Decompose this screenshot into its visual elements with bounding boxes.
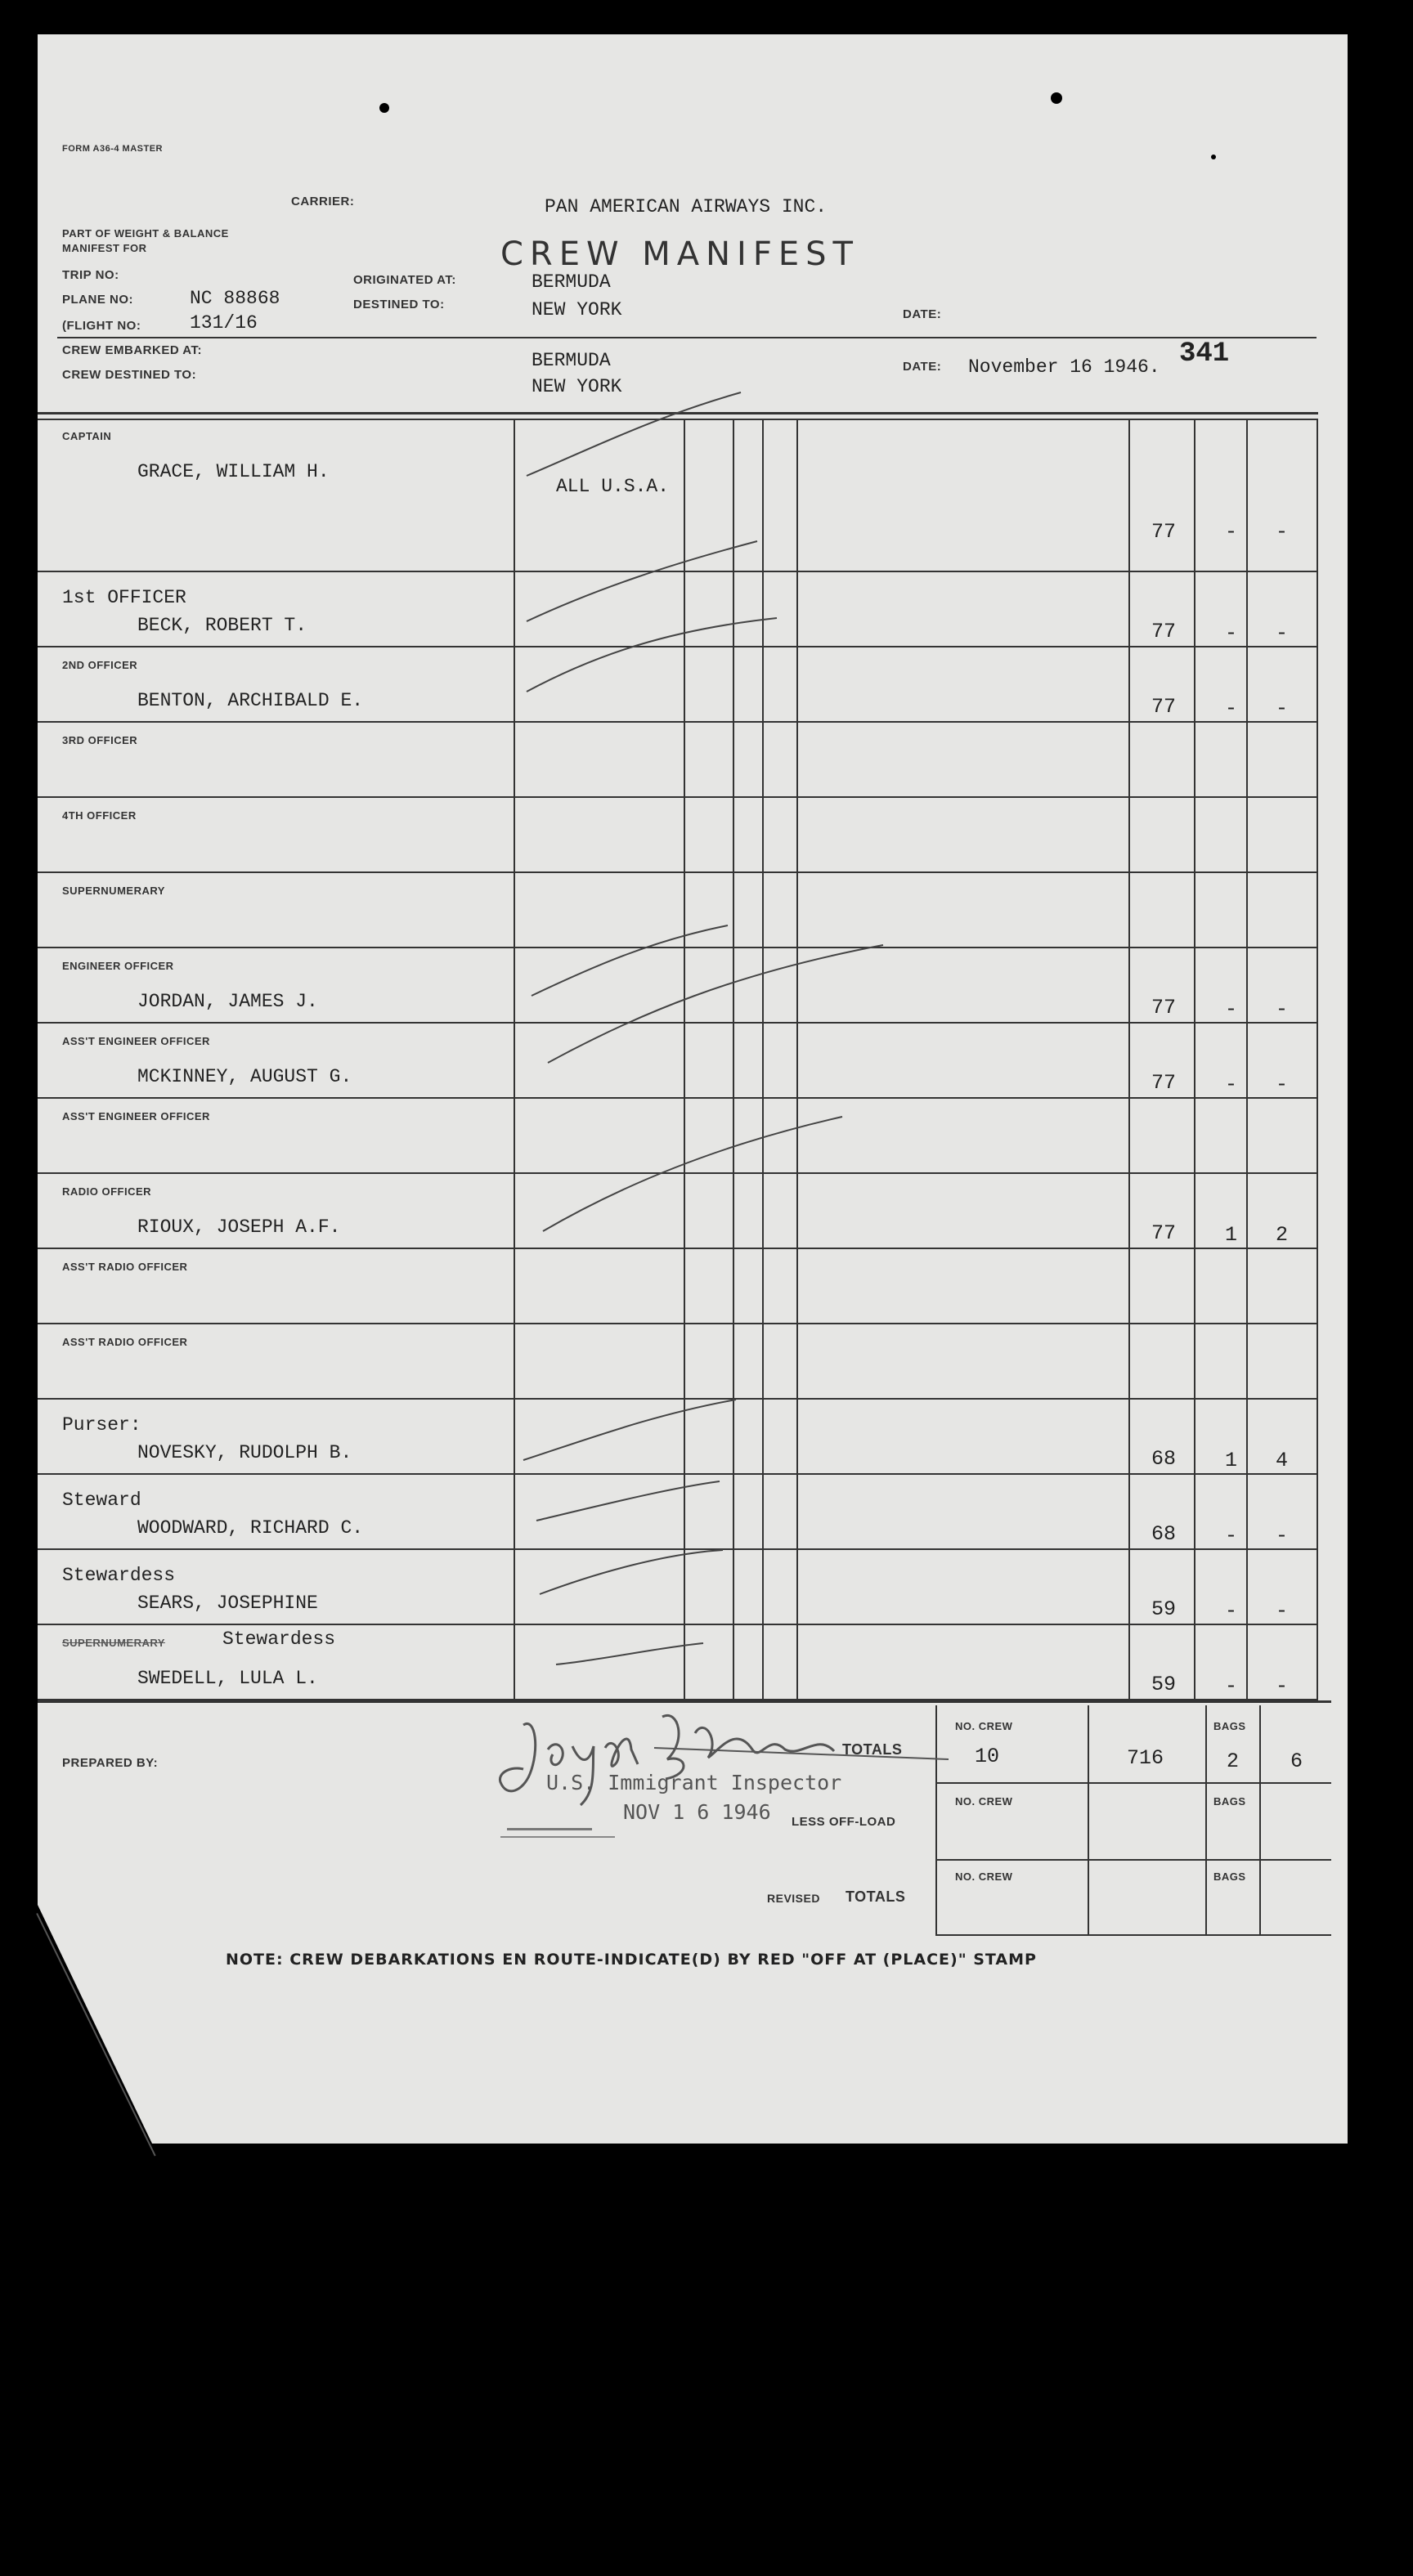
crew-embarked-value: BERMUDA (532, 350, 611, 371)
crew-weight: 59 (1151, 1673, 1177, 1696)
crew-weight: 68 (1151, 1522, 1177, 1546)
crew-role: Stewardess (222, 1628, 336, 1650)
crew-role: ENGINEER OFFICER (62, 960, 174, 972)
originated-label: ORIGINATED AT: (353, 273, 456, 287)
revised-totals-label: TOTALS (846, 1888, 906, 1905)
crew-nationality: ALL U.S.A. (556, 476, 670, 497)
crew-destined-value: NEW YORK (532, 376, 622, 397)
prepared-by-label: PREPARED BY: (62, 1756, 159, 1770)
crew-role: 4TH OFFICER (62, 809, 137, 822)
totals-weight: 716 (1127, 1746, 1164, 1770)
date-label-2: DATE: (903, 360, 942, 374)
crew-name: NOVESKY, RUDOLPH B. (137, 1442, 352, 1463)
no-crew-label-3: NO. CREW (955, 1870, 1013, 1883)
part-of-label-2: MANIFEST FOR (62, 242, 147, 254)
crew-other: - (1276, 1674, 1289, 1698)
no-crew-label-1: NO. CREW (955, 1720, 1013, 1732)
revised-label: REVISED (767, 1892, 820, 1905)
less-offload-label: LESS OFF-LOAD (792, 1815, 896, 1829)
crew-other: - (1276, 621, 1289, 645)
crew-name: SEARS, JOSEPHINE (137, 1593, 318, 1614)
crew-bags: - (1225, 997, 1238, 1021)
crew-weight: 59 (1151, 1597, 1177, 1621)
crew-name: RIOUX, JOSEPH A.F. (137, 1216, 341, 1238)
crew-bags: - (1225, 1674, 1238, 1698)
trip-label: TRIP NO: (62, 268, 119, 282)
crew-other: - (1276, 1599, 1289, 1623)
debarkation-note: NOTE: CREW DEBARKATIONS EN ROUTE-INDICATE(D) BY RED "OFF AT (PLACE)" STAMP (226, 1951, 1037, 1969)
crew-role: ASS'T ENGINEER OFFICER (62, 1110, 210, 1122)
bags-label-3: BAGS (1213, 1870, 1246, 1883)
crew-weight: 77 (1151, 620, 1177, 643)
totals-other: 6 (1290, 1749, 1303, 1773)
crew-other: - (1276, 1073, 1289, 1096)
part-of-label-1: PART OF WEIGHT & BALANCE (62, 227, 229, 240)
crew-bags: - (1225, 1524, 1238, 1548)
crew-bags: - (1225, 1599, 1238, 1623)
crew-bags: 1 (1225, 1223, 1238, 1247)
totals-bags: 2 (1227, 1749, 1240, 1773)
destined-value: NEW YORK (532, 299, 622, 320)
plane-number: NC 88868 (190, 288, 280, 309)
crew-role: 1st OFFICER (62, 587, 186, 608)
inspector-stamp-date: NOV 1 6 1946 (623, 1800, 771, 1824)
crew-role: Stewardess (62, 1565, 176, 1586)
bags-label-2: BAGS (1213, 1795, 1246, 1808)
crew-other: 4 (1276, 1449, 1289, 1472)
no-crew-label-2: NO. CREW (955, 1795, 1013, 1808)
crew-role: SUPERNUMERARY (62, 885, 165, 897)
crew-role: ASS'T RADIO OFFICER (62, 1261, 188, 1273)
crew-role: CAPTAIN (62, 430, 112, 442)
crew-bags: - (1225, 621, 1238, 645)
inspector-stamp-line-1: U.S. Immigrant Inspector (546, 1771, 842, 1794)
crew-role-struck: SUPERNUMERARY (62, 1637, 165, 1649)
form-number: FORM A36-4 MASTER (62, 144, 163, 154)
crew-name: BENTON, ARCHIBALD E. (137, 690, 364, 711)
crew-weight: 68 (1151, 1447, 1177, 1471)
crew-bags: - (1225, 1073, 1238, 1096)
flight-number: 131/16 (190, 312, 258, 334)
page-title: CREW MANIFEST (500, 235, 859, 273)
crew-weight: 77 (1151, 695, 1177, 719)
crew-name: SWEDELL, LULA L. (137, 1668, 318, 1689)
crew-name: MCKINNEY, AUGUST G. (137, 1066, 352, 1087)
crew-weight: 77 (1151, 520, 1177, 544)
crew-name: JORDAN, JAMES J. (137, 991, 318, 1012)
crew-role: 3RD OFFICER (62, 734, 138, 746)
page-number: 341 (1179, 338, 1230, 370)
crew-bags: - (1225, 697, 1238, 720)
date-value: November 16 1946. (968, 356, 1160, 378)
bags-label-1: BAGS (1213, 1720, 1246, 1732)
crew-name: WOODWARD, RICHARD C. (137, 1517, 364, 1539)
crew-embarked-label: CREW EMBARKED AT: (62, 343, 202, 357)
crew-weight: 77 (1151, 1071, 1177, 1095)
plane-label: PLANE NO: (62, 293, 133, 307)
crew-other: - (1276, 997, 1289, 1021)
destined-label: DESTINED TO: (353, 298, 445, 311)
crew-other: - (1276, 520, 1289, 544)
carrier-name: PAN AMERICAN AIRWAYS INC. (545, 196, 828, 217)
crew-role: Steward (62, 1490, 141, 1511)
crew-other: - (1276, 1524, 1289, 1548)
totals-label: TOTALS (842, 1741, 903, 1758)
carrier-label: CARRIER: (291, 195, 355, 208)
crew-role: 2ND OFFICER (62, 659, 138, 671)
crew-name: GRACE, WILLIAM H. (137, 461, 330, 482)
crew-role: RADIO OFFICER (62, 1185, 152, 1198)
totals-crew: 10 (975, 1745, 1000, 1768)
crew-weight: 77 (1151, 1221, 1177, 1245)
originated-value: BERMUDA (532, 271, 611, 293)
crew-weight: 77 (1151, 996, 1177, 1019)
crew-other: - (1276, 697, 1289, 720)
crew-role: ASS'T RADIO OFFICER (62, 1336, 188, 1348)
date-label-1: DATE: (903, 307, 942, 321)
crew-name: BECK, ROBERT T. (137, 615, 307, 636)
flight-label: (FLIGHT NO: (62, 319, 141, 333)
crew-destined-label: CREW DESTINED TO: (62, 368, 197, 382)
crew-role: Purser: (62, 1414, 141, 1436)
crew-bags: - (1225, 520, 1238, 544)
crew-other: 2 (1276, 1223, 1289, 1247)
crew-role: ASS'T ENGINEER OFFICER (62, 1035, 210, 1047)
crew-bags: 1 (1225, 1449, 1238, 1472)
